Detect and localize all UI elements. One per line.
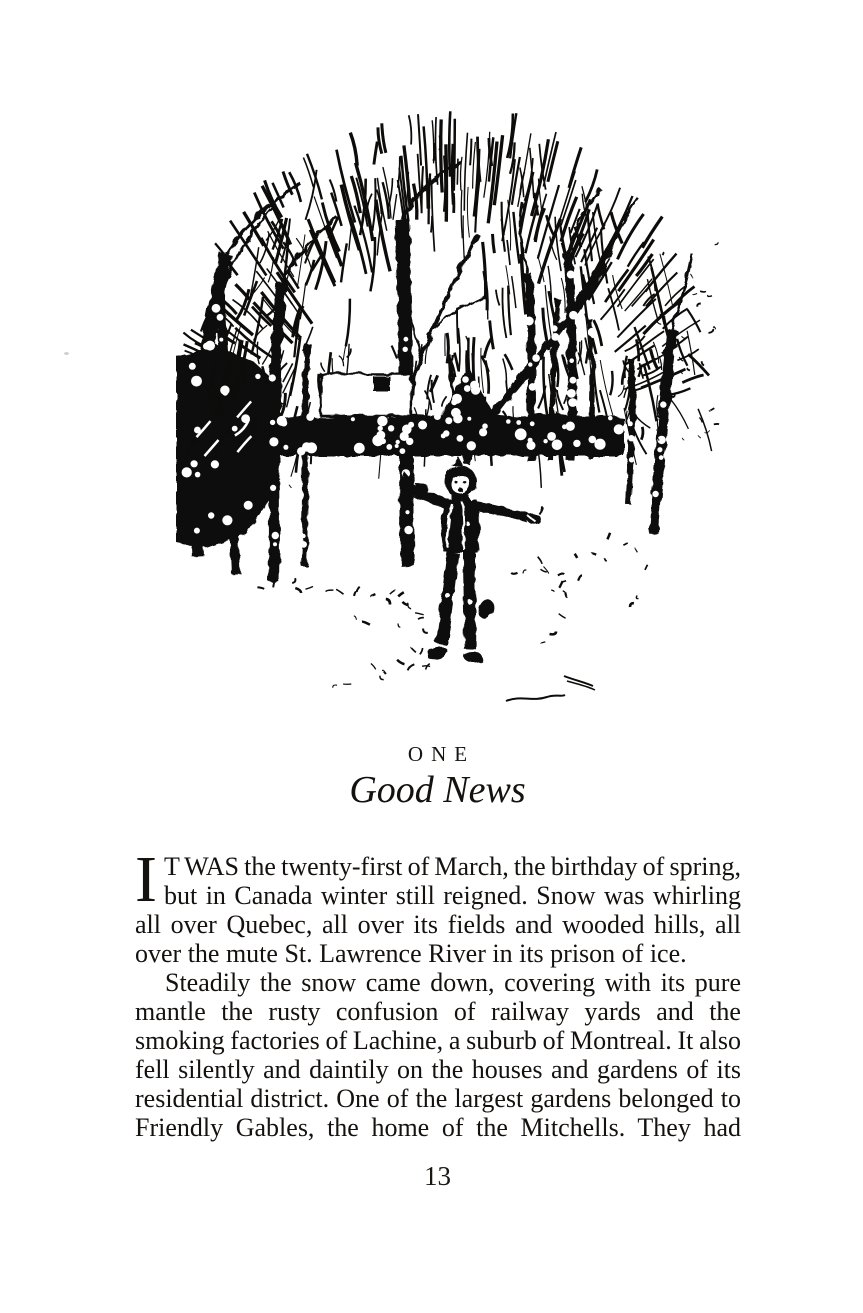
body-line: smoking factories of Lachine, a suburb of Montreal. It also	[135, 1026, 741, 1055]
body-line: over the mute St. Lawrence River in its prison of ice.	[135, 939, 687, 968]
drop-cap: I	[135, 843, 157, 916]
right-boot	[463, 651, 483, 664]
paragraph	[135, 968, 741, 1142]
scan-speck	[64, 352, 69, 355]
page-number: 13	[424, 1161, 451, 1191]
body-line: mantle the rusty confusion of railway yards and the	[135, 997, 741, 1026]
winter-woodcut-scene-icon	[176, 104, 722, 708]
body-line: T WAS the twenty-first of March, the birthday of spring,	[163, 852, 742, 881]
left-boot	[425, 645, 449, 661]
body-line: Friendly Gables, the home of the Mitchells. They had	[135, 1113, 741, 1142]
chapter-illustration	[176, 104, 722, 708]
body-line: all over Quebec, all over its fields and wooded hills, all	[135, 910, 742, 939]
hood-tuft	[452, 456, 463, 466]
body-line: but in Canada winter still reigned. Snow was whirling	[163, 881, 741, 910]
chapter-number: ONE	[407, 742, 476, 766]
paragraph	[135, 843, 742, 968]
body-line: Steadily the snow came down, covering with its pure	[165, 968, 741, 997]
body-line: residential district. One of the largest gardens belonged to	[135, 1084, 741, 1113]
child-figure	[399, 456, 544, 663]
house-window	[373, 376, 390, 391]
snow-ground-lines	[506, 676, 595, 701]
body-line: fell silently and daintily on the houses and gardens of its	[135, 1055, 742, 1084]
chapter-title: Good News	[349, 769, 526, 811]
body-text	[135, 843, 742, 1142]
house-wall	[321, 374, 411, 416]
